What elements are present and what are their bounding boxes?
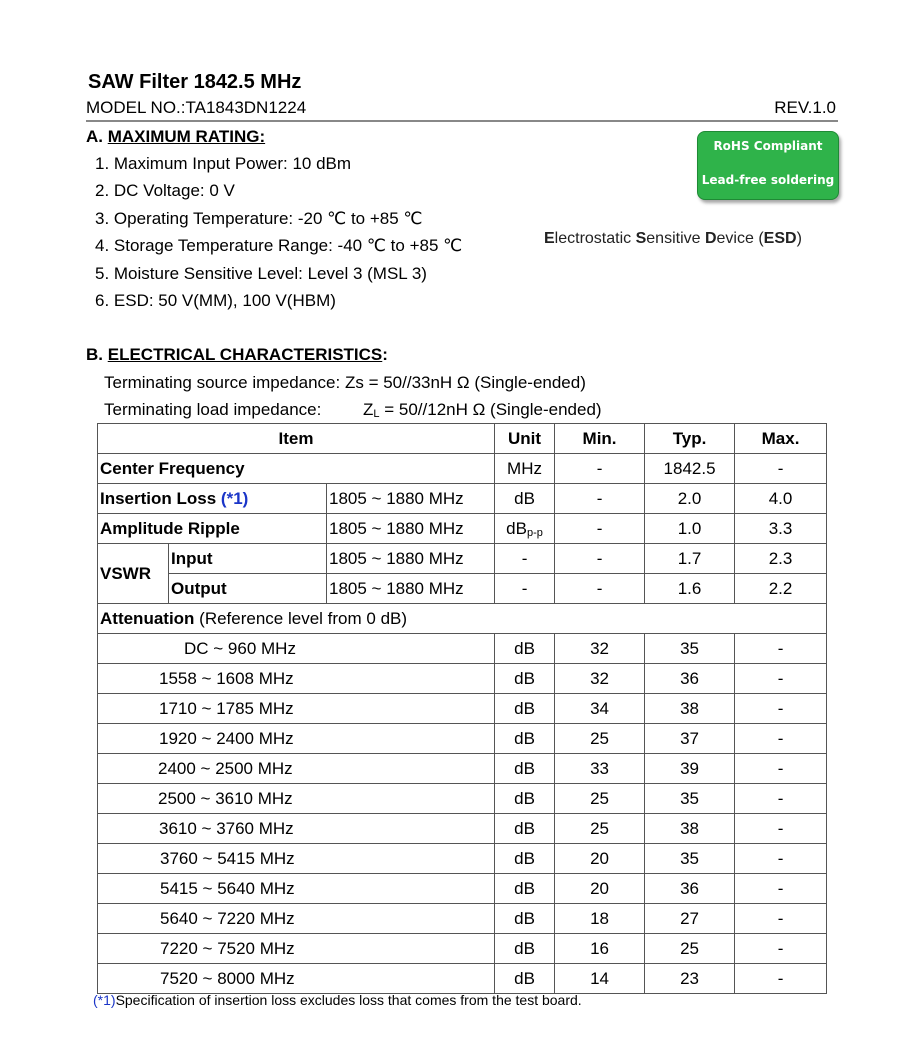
attenuation-range: 7520 ~ 8000 MHz (98, 964, 495, 994)
attenuation-title: Attenuation (100, 608, 195, 628)
maximum-rating-list (95, 153, 462, 317)
cell-unit: dB (495, 634, 555, 664)
esd-letter-d: D (704, 230, 717, 247)
cell-typ: 38 (645, 814, 735, 844)
revision-number: REV.1.0 (774, 98, 836, 117)
attenuation-row (98, 694, 827, 724)
esd-letter-e: E (544, 230, 555, 247)
table-row (98, 544, 827, 574)
section-a-title: MAXIMUM RATING: (107, 127, 266, 146)
attenuation-row (98, 634, 827, 664)
cell-unit: dB (495, 484, 555, 514)
vswr-input-label: Input (169, 544, 327, 574)
cell-unit: - (495, 544, 555, 574)
cell-max: 3.3 (735, 514, 827, 544)
esd-warning-label (544, 230, 802, 248)
cell-typ: 1.6 (645, 574, 735, 604)
amplitude-ripple-label: Amplitude Ripple (98, 514, 327, 544)
header-item: Item (98, 424, 495, 454)
cell-min: 16 (555, 934, 645, 964)
cell-max: - (735, 814, 827, 844)
cell-max: - (735, 454, 827, 484)
attenuation-range: 5640 ~ 7220 MHz (98, 904, 495, 934)
cell-range: 1805 ~ 1880 MHz (327, 514, 495, 544)
cell-max: - (735, 784, 827, 814)
section-b-suffix: : (382, 345, 388, 364)
attenuation-range: 2400 ~ 2500 MHz (98, 754, 495, 784)
attenuation-range: 7220 ~ 7520 MHz (98, 934, 495, 964)
cell-typ: 39 (645, 754, 735, 784)
cell-min: - (555, 514, 645, 544)
rohs-compliant-badge (697, 131, 839, 200)
load-impedance-label: Terminating load impedance: (104, 400, 322, 419)
insertion-loss-label (98, 484, 327, 514)
cell-typ: 1.0 (645, 514, 735, 544)
cell-unit: dB (495, 784, 555, 814)
section-b-prefix: B. (86, 345, 108, 364)
cell-max: - (735, 694, 827, 724)
cell-typ: 27 (645, 904, 735, 934)
cell-min: - (555, 544, 645, 574)
attenuation-range: 1710 ~ 1785 MHz (98, 694, 495, 724)
cell-unit: dB (495, 844, 555, 874)
cell-min: 20 (555, 844, 645, 874)
cell-min: - (555, 484, 645, 514)
attenuation-range: 1920 ~ 2400 MHz (98, 724, 495, 754)
cell-min: 25 (555, 814, 645, 844)
cell-range: 1805 ~ 1880 MHz (327, 544, 495, 574)
cell-typ: 37 (645, 724, 735, 754)
cell-max: - (735, 934, 827, 964)
esd-acronym: ESD (763, 230, 797, 247)
rating-item: 2. DC Voltage: 0 V (95, 181, 235, 201)
attenuation-range: 1558 ~ 1608 MHz (98, 664, 495, 694)
cell-min: - (555, 454, 645, 484)
cell-typ: 35 (645, 844, 735, 874)
table-row (98, 484, 827, 514)
attenuation-row (98, 784, 827, 814)
attenuation-row (98, 964, 827, 994)
esd-word-part: ) (796, 230, 802, 247)
cell-min: 25 (555, 784, 645, 814)
attenuation-row (98, 814, 827, 844)
rating-item: 5. Moisture Sensitive Level: Level 3 (MSL 3) (95, 263, 427, 283)
cell-typ: 25 (645, 934, 735, 964)
cell-min: 18 (555, 904, 645, 934)
section-a-heading (86, 127, 265, 147)
header-divider (86, 120, 838, 122)
cell-unit: dB (495, 694, 555, 724)
esd-letter-s: S (635, 230, 647, 247)
unit-text: dB (506, 518, 527, 538)
load-z-subscript: L (373, 408, 380, 420)
model-number: MODEL NO.:TA1843DN1224 (86, 98, 307, 117)
cell-max: 2.2 (735, 574, 827, 604)
cell-max: - (735, 844, 827, 874)
cell-typ: 36 (645, 664, 735, 694)
cell-typ: 1842.5 (645, 454, 735, 484)
cell-max: - (735, 904, 827, 934)
cell-typ: 35 (645, 784, 735, 814)
section-a-prefix: A. (86, 127, 108, 146)
cell-typ: 38 (645, 694, 735, 724)
attenuation-row (98, 724, 827, 754)
section-b-title: ELECTRICAL CHARACTERISTICS (107, 345, 383, 364)
cell-typ: 2.0 (645, 484, 735, 514)
footnote-text: Specification of insertion loss excludes loss that comes from the test board. (115, 992, 582, 1008)
source-impedance: Terminating source impedance: Zs = 50//33nH Ω (Single-ended) (104, 373, 586, 392)
cell-min: 33 (555, 754, 645, 784)
attenuation-row (98, 874, 827, 904)
attenuation-note: (Reference level from 0 dB) (194, 608, 408, 628)
table-row (98, 514, 827, 544)
cell-unit: dB (495, 754, 555, 784)
rohs-badge-line2: Lead-free soldering (701, 173, 835, 187)
cell-max: 2.3 (735, 544, 827, 574)
load-z-value: = 50//12nH Ω (Single-ended) (379, 400, 602, 419)
cell-typ: 1.7 (645, 544, 735, 574)
cell-max: - (735, 664, 827, 694)
attenuation-range: 3760 ~ 5415 MHz (98, 844, 495, 874)
cell-unit (495, 514, 555, 544)
cell-typ: 36 (645, 874, 735, 904)
load-z-symbol: Z (363, 400, 374, 419)
rohs-badge-line1: RoHS Compliant (713, 139, 823, 153)
cell-unit: dB (495, 724, 555, 754)
cell-unit: dB (495, 964, 555, 994)
esd-word-part: lectrostatic (554, 230, 636, 247)
cell-min: 32 (555, 664, 645, 694)
table-header-row (98, 424, 827, 454)
cell-typ: 35 (645, 634, 735, 664)
center-frequency-label: Center Frequency (98, 454, 495, 484)
header-max: Max. (735, 424, 827, 454)
cell-min: 14 (555, 964, 645, 994)
section-b-heading (86, 345, 388, 365)
table-row (98, 454, 827, 484)
rating-item: 6. ESD: 50 V(MM), 100 V(HBM) (95, 290, 336, 310)
cell-unit: dB (495, 904, 555, 934)
cell-min: 25 (555, 724, 645, 754)
attenuation-row (98, 664, 827, 694)
cell-max: - (735, 724, 827, 754)
cell-unit: dB (495, 814, 555, 844)
cell-range: 1805 ~ 1880 MHz (327, 484, 495, 514)
header-unit: Unit (495, 424, 555, 454)
esd-word-part: ensitive (646, 230, 705, 247)
cell-min: 20 (555, 874, 645, 904)
cell-min: - (555, 574, 645, 604)
table-row (98, 574, 827, 604)
cell-max: - (735, 964, 827, 994)
attenuation-label (98, 604, 827, 634)
attenuation-row (98, 844, 827, 874)
vswr-label: VSWR (98, 544, 169, 604)
cell-unit: - (495, 574, 555, 604)
cell-min: 32 (555, 634, 645, 664)
attenuation-row (98, 934, 827, 964)
footnote-marker: (*1) (220, 488, 249, 508)
document-title: SAW Filter 1842.5 MHz (88, 71, 302, 93)
attenuation-range: 5415 ~ 5640 MHz (98, 874, 495, 904)
cell-max: - (735, 874, 827, 904)
cell-max: - (735, 754, 827, 784)
cell-range: 1805 ~ 1880 MHz (327, 574, 495, 604)
header-min: Min. (555, 424, 645, 454)
electrical-characteristics-table (97, 423, 827, 994)
esd-word-part: evice ( (716, 230, 764, 247)
cell-unit: MHz (495, 454, 555, 484)
cell-max: 4.0 (735, 484, 827, 514)
cell-unit: dB (495, 874, 555, 904)
load-impedance-value (363, 400, 602, 420)
attenuation-rows (98, 634, 827, 994)
unit-subscript: p-p (526, 526, 543, 539)
footnote (93, 992, 582, 1008)
cell-typ: 23 (645, 964, 735, 994)
cell-unit: dB (495, 664, 555, 694)
attenuation-range: 3610 ~ 3760 MHz (98, 814, 495, 844)
insertion-loss-text: Insertion Loss (100, 488, 221, 508)
attenuation-row (98, 754, 827, 784)
rating-item: 4. Storage Temperature Range: -40 ℃ to +85 ℃ (95, 236, 463, 256)
rating-item: 3. Operating Temperature: -20 ℃ to +85 ℃ (95, 208, 423, 228)
cell-min: 34 (555, 694, 645, 724)
attenuation-heading-row (98, 604, 827, 634)
cell-unit: dB (495, 934, 555, 964)
header-typ: Typ. (645, 424, 735, 454)
attenuation-range: 2500 ~ 3610 MHz (98, 784, 495, 814)
attenuation-row (98, 904, 827, 934)
vswr-output-label: Output (169, 574, 327, 604)
cell-max: - (735, 634, 827, 664)
load-impedance (104, 400, 602, 420)
footnote-marker: (*1) (93, 992, 116, 1008)
attenuation-range: DC ~ 960 MHz (98, 634, 495, 664)
rating-item: 1. Maximum Input Power: 10 dBm (95, 154, 352, 173)
